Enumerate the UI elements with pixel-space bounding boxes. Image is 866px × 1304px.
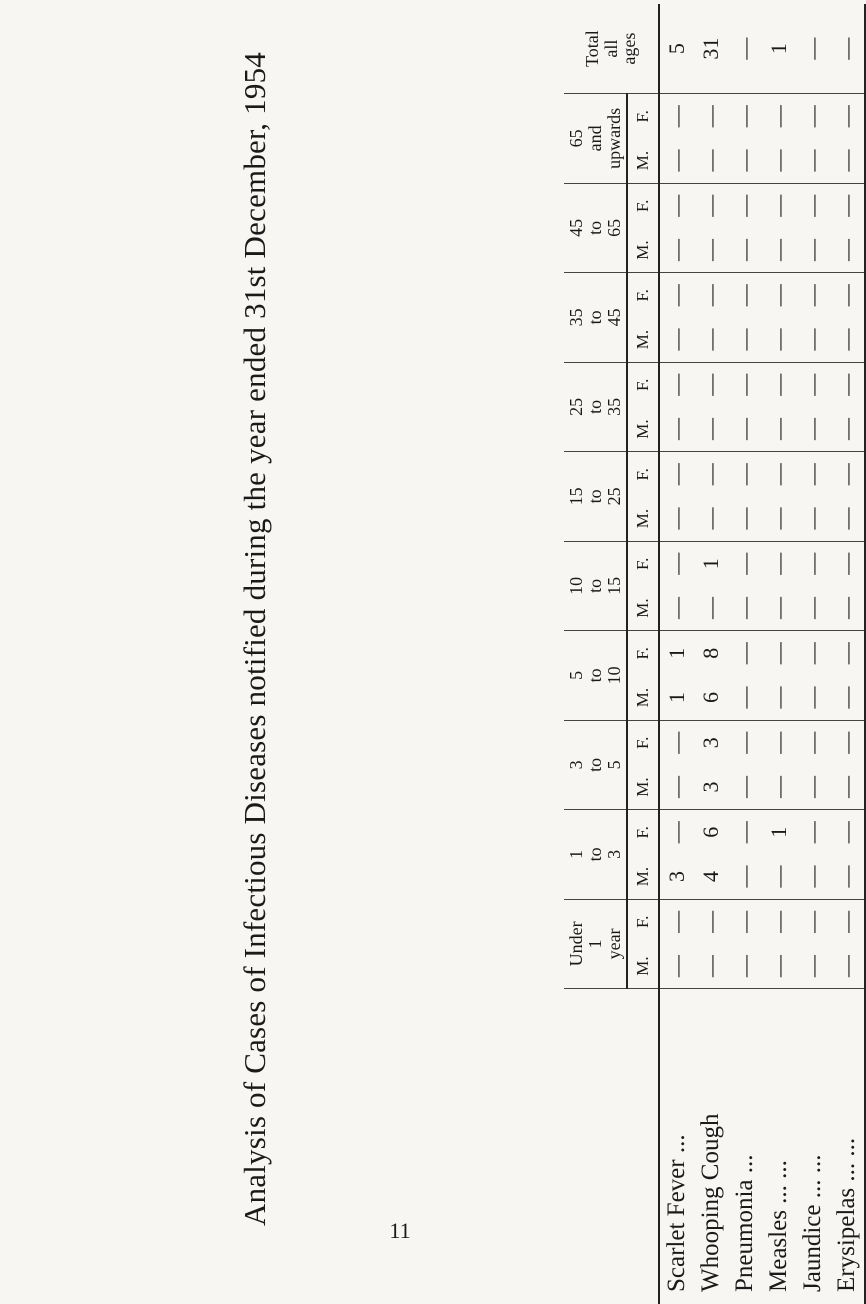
case-count-cell: — [762, 228, 796, 273]
table-row [830, 4, 865, 1304]
case-count-cell: — [694, 496, 728, 541]
male-column-header: M. [627, 765, 659, 810]
case-count-cell: 3 [659, 854, 694, 899]
case-count-cell: — [800, 552, 825, 575]
age-group-header [564, 810, 627, 900]
case-count-cell: — [728, 765, 762, 810]
age-group-header [564, 720, 627, 810]
male-column-header: M. [627, 496, 659, 541]
age-group-label-line: 65 [566, 129, 587, 148]
case-count-cell: 6 [694, 675, 728, 720]
age-group-label-line: 45 [566, 218, 587, 237]
age-group-header [564, 183, 627, 273]
case-count-cell: — [694, 228, 728, 273]
disease-name: Whooping Cough [697, 1113, 724, 1292]
case-count-cell: — [732, 731, 757, 754]
age-group-header [564, 631, 627, 721]
table-row [796, 4, 830, 1304]
age-group-header [564, 273, 627, 363]
female-column-header: F. [627, 720, 659, 765]
male-column-header: M. [627, 586, 659, 631]
age-group-label-line: year [604, 928, 625, 960]
case-count-cell: — [830, 228, 865, 273]
case-count-cell: — [830, 765, 865, 810]
case-count-cell: — [698, 910, 723, 933]
case-count-cell: — [766, 373, 791, 396]
case-count-cell: — [800, 373, 825, 396]
age-group-label-line: 3 [604, 849, 625, 859]
female-column-header: F. [627, 273, 659, 318]
case-count-cell: — [766, 552, 791, 575]
total-header-line: Total [581, 30, 602, 67]
case-count-cell: — [659, 944, 694, 989]
total-cell: — [728, 4, 762, 94]
case-count-cell: — [796, 407, 830, 452]
age-group-header [564, 94, 627, 184]
case-count-cell: — [664, 821, 689, 844]
male-column-header: M. [627, 854, 659, 899]
case-count-cell: — [762, 317, 796, 362]
notifications-table [564, 4, 866, 1304]
male-column-header: M. [627, 407, 659, 452]
case-count-cell: — [766, 284, 791, 307]
total-header-line: all [600, 39, 621, 58]
male-column-header: M. [627, 138, 659, 183]
age-group-label-line: and [585, 125, 606, 152]
case-count-cell: 1 [664, 647, 689, 659]
case-count-cell: — [664, 552, 689, 575]
age-group-label-line: 65 [604, 218, 625, 237]
case-count-cell: — [664, 194, 689, 217]
case-count-cell: — [664, 284, 689, 307]
case-count-cell: — [732, 284, 757, 307]
case-count-cell: — [732, 642, 757, 665]
case-count-cell: — [800, 821, 825, 844]
case-count-cell: — [800, 910, 825, 933]
case-count-cell: — [694, 586, 728, 631]
case-count-cell: — [732, 373, 757, 396]
page-number: 11 [389, 1218, 411, 1243]
case-count-cell: — [694, 944, 728, 989]
case-count-cell: — [796, 138, 830, 183]
case-count-cell: 3 [698, 737, 723, 749]
case-count-cell: 6 [698, 826, 723, 838]
disease-name: Measles ... ... [765, 1160, 792, 1292]
age-group-label-line: upwards [604, 107, 625, 169]
case-count-cell: — [728, 675, 762, 720]
total-all-ages-header [564, 4, 659, 94]
case-count-cell: — [659, 765, 694, 810]
case-count-cell: — [659, 317, 694, 362]
case-count-cell: — [728, 586, 762, 631]
case-count-cell: — [659, 138, 694, 183]
case-count-cell: — [796, 944, 830, 989]
male-column-header: M. [627, 228, 659, 273]
case-count-cell: — [728, 407, 762, 452]
case-count-cell: — [698, 284, 723, 307]
case-count-cell: — [830, 94, 865, 139]
case-count-cell: — [830, 720, 865, 765]
total-cell: 31 [694, 4, 728, 94]
age-group-label-line: to [585, 399, 606, 414]
table-body [659, 4, 865, 1304]
case-count-cell: — [698, 373, 723, 396]
case-count-cell: — [698, 463, 723, 486]
case-count-cell: — [732, 463, 757, 486]
age-group-label-line: to [585, 668, 606, 683]
age-group-label-line: 25 [566, 397, 587, 416]
case-count-cell: — [659, 496, 694, 541]
age-group-label-line: to [585, 578, 606, 593]
age-group-label-line: to [585, 489, 606, 504]
case-count-cell: — [766, 105, 791, 128]
female-column-header: F. [627, 810, 659, 855]
female-column-header: F. [627, 362, 659, 407]
case-count-cell: — [698, 105, 723, 128]
case-count-cell: — [664, 463, 689, 486]
age-group-label-line: 5 [566, 670, 587, 680]
case-count-cell: — [659, 407, 694, 452]
case-count-cell: 1 [766, 826, 791, 838]
case-count-cell: — [796, 675, 830, 720]
age-group-label-line: 15 [566, 487, 587, 506]
age-group-header [564, 452, 627, 542]
case-count-cell: — [732, 821, 757, 844]
disease-name: Scarlet Fever ... [663, 1134, 690, 1292]
page-title: Analysis of Cases of Infectious Diseases notified during the year ended 31st December, 1954 [237, 52, 272, 1226]
case-count-cell: — [766, 642, 791, 665]
case-count-cell: — [762, 944, 796, 989]
age-group-header [564, 362, 627, 452]
case-count-cell: — [664, 910, 689, 933]
case-count-cell: — [694, 317, 728, 362]
disease-name: Erysipelas ... ... [830, 989, 865, 1304]
female-column-header: F. [627, 631, 659, 676]
case-count-cell: — [762, 854, 796, 899]
case-count-cell: — [830, 675, 865, 720]
total-header-line: ages [619, 32, 640, 65]
case-count-cell: 1 [698, 558, 723, 570]
age-group-label-line: 35 [604, 397, 625, 416]
case-count-cell: — [830, 496, 865, 541]
case-count-cell: — [694, 407, 728, 452]
case-count-cell: — [766, 463, 791, 486]
age-group-label-line: 1 [566, 849, 587, 859]
case-count-cell: — [664, 105, 689, 128]
case-count-cell: — [762, 138, 796, 183]
case-count-cell: — [830, 899, 865, 944]
case-count-cell: — [830, 273, 865, 318]
case-count-cell: — [732, 552, 757, 575]
total-cell: — [796, 4, 830, 94]
male-column-header: M. [627, 675, 659, 720]
case-count-cell: — [830, 138, 865, 183]
case-count-cell: — [830, 317, 865, 362]
case-count-cell: — [766, 731, 791, 754]
case-count-cell: 3 [694, 765, 728, 810]
case-count-cell: — [830, 586, 865, 631]
case-count-cell: — [659, 228, 694, 273]
disease-name: Jaundice ... ... [799, 1154, 826, 1292]
case-count-cell: — [800, 463, 825, 486]
case-count-cell: — [728, 317, 762, 362]
female-column-header: F. [627, 94, 659, 139]
age-group-label-line: 10 [604, 666, 625, 685]
table-row [694, 4, 728, 1304]
case-count-cell: — [732, 194, 757, 217]
case-count-cell: — [728, 854, 762, 899]
case-count-cell: — [664, 373, 689, 396]
total-cell: 5 [659, 4, 694, 94]
total-cell: — [830, 4, 865, 94]
case-count-cell: — [830, 541, 865, 586]
age-group-label-line: 3 [566, 760, 587, 770]
case-count-cell: — [830, 452, 865, 497]
age-group-label-line: to [585, 220, 606, 235]
age-group-header [564, 541, 627, 631]
age-group-label-line: Under [566, 921, 587, 967]
case-count-cell: 8 [698, 647, 723, 659]
age-group-label-line: 25 [604, 487, 625, 506]
age-group-label-line: to [585, 847, 606, 862]
table-row [659, 4, 694, 1304]
case-count-cell: — [659, 586, 694, 631]
age-group-label-line: 15 [604, 576, 625, 595]
female-column-header: F. [627, 541, 659, 586]
female-column-header: F. [627, 899, 659, 944]
male-column-header: M. [627, 317, 659, 362]
case-count-cell: — [728, 138, 762, 183]
age-group-label-line: to [585, 757, 606, 772]
case-count-cell: — [694, 138, 728, 183]
case-count-cell: — [830, 183, 865, 228]
male-column-header: M. [627, 944, 659, 989]
table-row [728, 4, 762, 1304]
age-group-header-row [564, 4, 627, 1304]
case-count-cell: 1 [659, 675, 694, 720]
case-count-cell: — [762, 586, 796, 631]
case-count-cell: — [762, 407, 796, 452]
case-count-cell: — [796, 854, 830, 899]
disease-name: Pneumonia ... [731, 1154, 758, 1292]
age-group-label-line: 45 [604, 308, 625, 327]
female-column-header: F. [627, 183, 659, 228]
case-count-cell: — [796, 496, 830, 541]
case-count-cell: — [800, 731, 825, 754]
case-count-cell: — [830, 362, 865, 407]
case-count-cell: — [796, 228, 830, 273]
case-count-cell: — [796, 586, 830, 631]
case-count-cell: — [766, 910, 791, 933]
case-count-cell: — [728, 944, 762, 989]
case-count-cell: — [762, 675, 796, 720]
case-count-cell: — [800, 642, 825, 665]
case-count-cell: — [796, 765, 830, 810]
case-count-cell: — [830, 854, 865, 899]
age-group-label-line: 1 [585, 939, 606, 949]
total-cell: 1 [762, 4, 796, 94]
case-count-cell: — [762, 765, 796, 810]
case-count-cell: — [800, 284, 825, 307]
case-count-cell: — [766, 194, 791, 217]
case-count-cell: — [796, 317, 830, 362]
case-count-cell: — [664, 731, 689, 754]
case-count-cell: — [830, 810, 865, 855]
case-count-cell: — [830, 631, 865, 676]
age-group-label-line: 10 [566, 576, 587, 595]
age-group-label-line: to [585, 310, 606, 325]
case-count-cell: — [762, 496, 796, 541]
case-count-cell: — [830, 407, 865, 452]
case-count-cell: — [728, 228, 762, 273]
table-row [762, 4, 796, 1304]
case-count-cell: — [732, 910, 757, 933]
case-count-cell: — [698, 194, 723, 217]
case-count-cell: — [830, 944, 865, 989]
case-count-cell: 4 [694, 854, 728, 899]
age-group-header [564, 899, 627, 989]
case-count-cell: — [732, 105, 757, 128]
age-group-label-line: 5 [604, 760, 625, 770]
notifications-table-container [564, 4, 860, 1304]
case-count-cell: — [800, 194, 825, 217]
age-group-label-line: 35 [566, 308, 587, 327]
case-count-cell: — [728, 496, 762, 541]
female-column-header: F. [627, 452, 659, 497]
case-count-cell: — [800, 105, 825, 128]
disease-header-cell [564, 989, 659, 1304]
